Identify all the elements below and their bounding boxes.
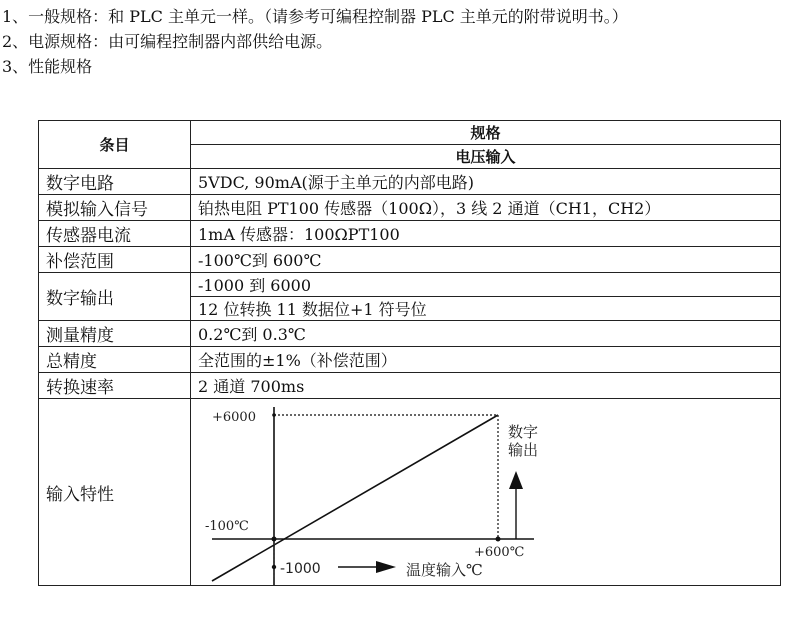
x-max-label: +600℃ [474, 545, 525, 560]
intro-line-2: 2、电源规格：由可编程控制器内部供给电源。 [2, 32, 333, 51]
table-row [39, 373, 781, 399]
intro-line-1: 1、一般规格：和 PLC 主单元一样。（请参考可编程控制器 PLC 主单元的附带说明书。） [2, 7, 628, 26]
y-min-point [272, 565, 276, 569]
header-voltage-input: 电压输入 [191, 145, 781, 169]
row-label: 数字电路 [39, 169, 191, 195]
table-row [39, 247, 781, 273]
characteristic-line [212, 415, 498, 581]
y-axis-name-line2: 输出 [508, 441, 539, 459]
y-axis-name-line1: 数字 [508, 423, 539, 441]
table-row [39, 195, 781, 221]
row-label: 输入特性 [39, 399, 191, 586]
row-value: 0.2℃到 0.3℃ [191, 321, 781, 347]
intro-text [2, 4, 628, 79]
row-label: 传感器电流 [39, 221, 191, 247]
row-value: 全范围的±1%（补偿范围） [191, 347, 781, 373]
header-item: 条目 [39, 121, 191, 169]
x-direction-arrow-icon [376, 561, 396, 573]
row-label: 补偿范围 [39, 247, 191, 273]
row-label: 测量精度 [39, 321, 191, 347]
y-max-point [272, 413, 276, 417]
row-value: -100℃到 600℃ [191, 247, 781, 273]
table-row [39, 273, 781, 297]
row-value: -1000 到 6000 [191, 273, 781, 297]
table-row [39, 399, 781, 586]
y-direction-arrow-icon [509, 471, 523, 489]
row-label: 总精度 [39, 347, 191, 373]
row-value: 铂热电阻 PT100 传感器（100Ω），3 线 2 通道（CH1，CH2） [191, 195, 781, 221]
input-characteristic-graph [198, 399, 781, 585]
table-row [39, 221, 781, 247]
performance-spec-table [38, 120, 781, 586]
input-characteristic-cell [191, 399, 781, 586]
intro-line-3: 3、性能规格 [2, 57, 93, 76]
table-row [39, 347, 781, 373]
y-max-label: +6000 [212, 410, 256, 425]
table-row [39, 321, 781, 347]
table-row [39, 169, 781, 195]
row-label: 数字输出 [39, 273, 191, 321]
row-value: 2 通道 700ms [191, 373, 781, 399]
row-label: 模拟输入信号 [39, 195, 191, 221]
y-min-label: -1000 [280, 561, 321, 577]
x-min-label: -100℃ [205, 519, 249, 534]
x-axis-name: 温度输入℃ [406, 561, 483, 579]
row-label: 转换速率 [39, 373, 191, 399]
row-value: 12 位转换 11 数据位+1 符号位 [191, 297, 781, 321]
row-value: 5VDC, 90mA(源于主单元的内部电路) [191, 169, 781, 195]
row-value: 1mA 传感器：100ΩPT100 [191, 221, 781, 247]
origin-point [272, 537, 277, 542]
header-spec: 规格 [191, 121, 781, 145]
x-max-point [496, 537, 501, 542]
